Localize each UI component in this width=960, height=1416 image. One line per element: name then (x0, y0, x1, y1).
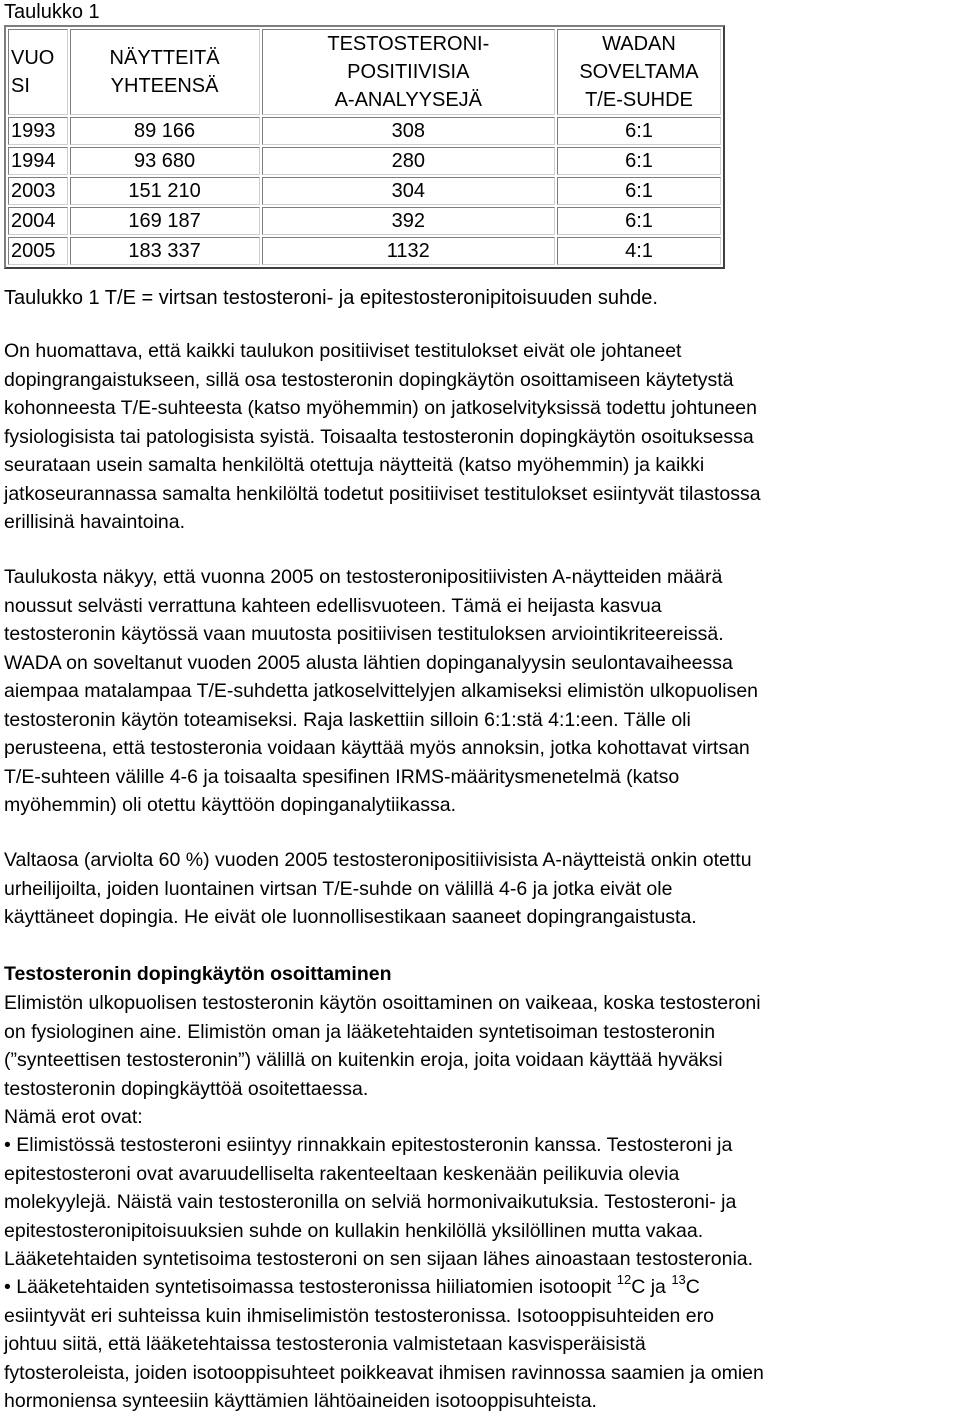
header-samples-total: NÄYTTEITÄ YHTEENSÄ (70, 29, 260, 115)
text-line: T/E-suhteen välille 4-6 ja toisaalta spesifinen IRMS-määritysmenetelmä (katso (4, 765, 680, 788)
text-line: erillisinä havaintoina. (4, 511, 186, 533)
cell-positives: 304 (262, 177, 555, 205)
table-header-row (8, 29, 721, 115)
text-line: noussut selvästi verrattuna kahteen edellisvuoteen. Tämä ei heijasta kasvua (4, 594, 662, 617)
text-line: On huomattava, että kaikki taulukon positiiviset testitulokset eivät ole johtaneet (4, 340, 682, 362)
table-row (8, 177, 721, 205)
cell-ratio: 4:1 (557, 237, 721, 265)
text-line: epitestosteroni ovat avaruudelliselta rakenteeltaan keskenään peilikuvia olevia (4, 1162, 680, 1185)
paragraph-1 (4, 337, 960, 537)
cell-ratio: 6:1 (557, 147, 721, 175)
cell-positives: 1132 (262, 237, 555, 265)
cell-year: 2003 (8, 177, 68, 205)
text-line: jatkoseurannassa samalta henkilöltä todetut positiiviset testitulokset esiintyvät tilastossa (4, 482, 761, 505)
table-caption: Taulukko 1 (4, 1, 100, 23)
text-line: epitestosteronipitoisuuksien suhde on kullakin henkilöllä yksilöllinen mutta vakaa. (4, 1219, 704, 1242)
text-line: (”synteettisen testosteronin”) välillä on kuitenkin eroja, joita voidaan käyttää hyväksi (4, 1049, 723, 1071)
text-line: Lääketehtaiden syntetisoima testosteroni on sen sijaan lähes ainoastaan testosteronia. (4, 1248, 754, 1270)
text-line: WADA on soveltanut vuoden 2005 alusta lähtien dopinganalyysin seulontavaiheessa (4, 651, 733, 674)
header-te-ratio: WADAN SOVELTAMA T/E-SUHDE (557, 29, 721, 115)
cell-samples: 169 187 (70, 207, 260, 235)
paragraph-4 (4, 989, 960, 1132)
bullet-1 (4, 1131, 960, 1274)
table-row (8, 117, 721, 145)
cell-year: 2005 (8, 237, 68, 265)
cell-positives: 280 (262, 147, 555, 175)
text-line: dopingrangaistukseen, sillä osa testosteronin dopingkäytön osoittamiseen käytetystä (4, 368, 734, 391)
cell-ratio: 6:1 (557, 117, 721, 145)
cell-ratio: 6:1 (557, 177, 721, 205)
text-line: kohonneesta T/E-suhteesta (katso myöhemmin) on jatkoselvityksissä todettu johtuneen (4, 397, 757, 419)
paragraph-2 (4, 563, 960, 820)
text-line: fysiologisista tai patologisista syistä. Toisaalta testosteronin dopingkäytön osoituksessa (4, 425, 754, 448)
paragraph-3 (4, 846, 960, 932)
section-heading: Testosteronin dopingkäytön osoittaminen (4, 963, 392, 985)
text-line: testosteronin käytössä vaan muutosta positiivisen testituloksen arviointikriteereissä. (4, 623, 724, 645)
text-line: esiintyvät eri suhteissa kuin ihmiselimistön testosteronissa. Isotooppisuhteiden ero (4, 1304, 714, 1327)
text-line: Elimistön ulkopuolisen testosteronin käytön osoittaminen on vaikeaa, koska testosteroni (4, 992, 761, 1014)
text-line: johtuu siitä, että lääketehtaissa testosteronia valmistetaan kasvisperäisistä (4, 1333, 646, 1355)
text-line: myöhemmin) oli otettu käyttöön dopinganalytiikassa. (4, 794, 456, 816)
cell-samples: 93 680 (70, 147, 260, 175)
text-line: aiempaa matalampaa T/E-suhdetta jatkoselvittelyjen alkamiseksi elimistön ulkopuolisen (4, 680, 759, 702)
text-line: käyttäneet dopingia. He eivät ole luonnollisestikaan saaneet dopingrangaistusta. (4, 906, 697, 928)
table-row (8, 207, 721, 235)
table-row (8, 147, 721, 175)
text-line: fytosteroleista, joiden isotooppisuhteet poikkeavat ihmisen ravinnossa saamien ja omien (4, 1361, 764, 1384)
text-line: seurataan usein samalta henkilöltä otettuja näytteitä (katso myöhemmin) ja kaikki (4, 454, 705, 476)
data-table (4, 25, 725, 269)
cell-positives: 308 (262, 117, 555, 145)
text-line: testosteronin dopingkäyttöä osoitettaessa. (4, 1077, 369, 1100)
table-row (8, 237, 721, 265)
text-line: on fysiologinen aine. Elimistön oman ja lääketehtaiden syntetisoiman testosteronin (4, 1020, 716, 1043)
header-positive-analyses: TESTOSTERONI- POSITIIVISIA A-ANALYYSEJÄ (262, 29, 555, 115)
text-line: Valtaosa (arviolta 60 %) vuoden 2005 testosteronipositiivisista A-näytteistä onkin otettu (4, 849, 752, 871)
cell-year: 2004 (8, 207, 68, 235)
text-line: Nämä erot ovat: (4, 1106, 143, 1128)
cell-samples: 151 210 (70, 177, 260, 205)
cell-ratio: 6:1 (557, 207, 721, 235)
text-line: hormoniensa synteesiin käyttämien lähtöaineiden isotooppisuhteista. (4, 1390, 597, 1412)
cell-year: 1993 (8, 117, 68, 145)
text-line: urheilijoilta, joiden luontainen virtsan T/E-suhde on välillä 4-6 ja jotka eivät ole (4, 877, 673, 900)
text-line: • Elimistössä testosteroni esiintyy rinnakkain epitestosteronin kanssa. Testosteroni ja (4, 1134, 733, 1156)
cell-year: 1994 (8, 147, 68, 175)
text-line: testosteronin käytön toteamiseksi. Raja laskettiin silloin 6:1:stä 4:1:een. Tälle oli (4, 708, 691, 731)
table-note: Taulukko 1 T/E = virtsan testosteroni- ja epitestosteronipitoisuuden suhde. (4, 287, 658, 309)
header-year: VUO SI (8, 29, 68, 115)
cell-positives: 392 (262, 207, 555, 235)
text-line: • Lääketehtaiden syntetisoimassa testosteronissa hiiliatomien isotoopit $^{12}$C ja $^{13}$C (4, 1272, 700, 1298)
bullet-2 (4, 1273, 960, 1416)
cell-samples: 89 166 (70, 117, 260, 145)
text-line: Taulukosta näkyy, että vuonna 2005 on testosteronipositiivisten A-näytteiden määrä (4, 566, 723, 588)
text-line: molekyylejä. Näistä vain testosteronilla on selviä hormonivaikutuksia. Testosteroni- ja (4, 1191, 737, 1213)
cell-samples: 183 337 (70, 237, 260, 265)
text-line: perusteena, että testosteronia voidaan käyttää myös annoksin, jotka kohottavat virtsan (4, 737, 750, 759)
